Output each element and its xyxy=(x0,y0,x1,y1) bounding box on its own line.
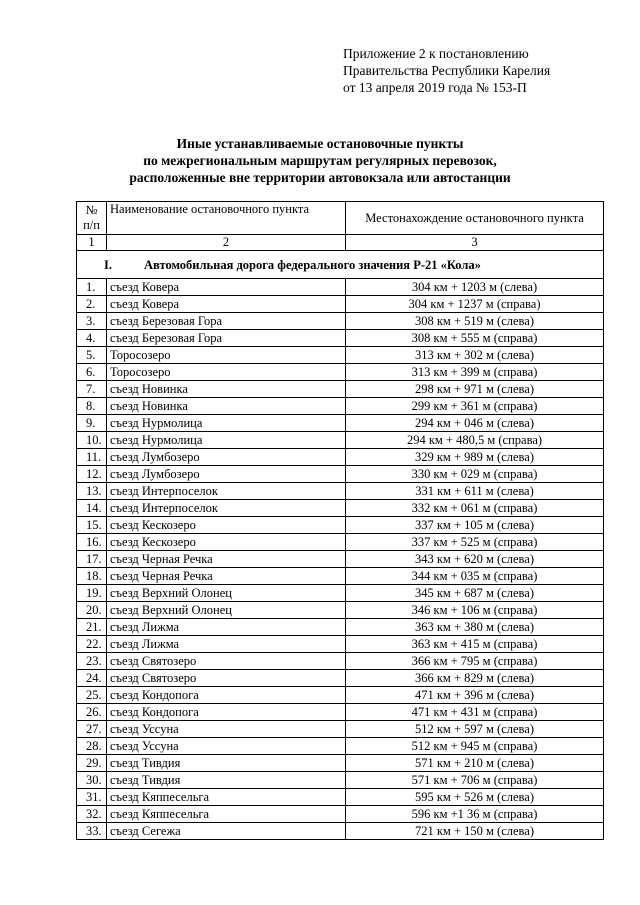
title-line: расположенные вне территории автовокзала или автостанции xyxy=(129,170,511,185)
stop-name: съезд Черная Речка xyxy=(107,551,346,568)
row-number: 16. xyxy=(77,534,107,551)
column-index: 1 xyxy=(77,235,107,251)
row-number: 9. xyxy=(77,415,107,432)
stop-location: 313 км + 399 м (справа) xyxy=(346,364,604,381)
table-row xyxy=(77,721,604,738)
table-row xyxy=(77,432,604,449)
row-number: 24. xyxy=(77,670,107,687)
header-location: Местонахождение остановочного пункта xyxy=(346,202,604,235)
table-row xyxy=(77,279,604,296)
stop-name: съезд Кяппесельга xyxy=(107,806,346,823)
stop-name: съезд Верхний Олонец xyxy=(107,602,346,619)
stop-location: 363 км + 380 м (слева) xyxy=(346,619,604,636)
appendix-line: Правительства Республики Карелия xyxy=(343,63,551,78)
table-row xyxy=(77,415,604,432)
stop-location: 308 км + 555 м (справа) xyxy=(346,330,604,347)
stop-location: 313 км + 302 м (слева) xyxy=(346,347,604,364)
table-row xyxy=(77,398,604,415)
stop-name: съезд Кяппесельга xyxy=(107,789,346,806)
table-row xyxy=(77,551,604,568)
stop-name: съезд Верхний Олонец xyxy=(107,585,346,602)
stop-location: 332 км + 061 м (справа) xyxy=(346,500,604,517)
stop-name: съезд Уссуна xyxy=(107,738,346,755)
stop-name: съезд Лижма xyxy=(107,619,346,636)
row-number: 17. xyxy=(77,551,107,568)
stop-location: 512 км + 597 м (слева) xyxy=(346,721,604,738)
stop-location: 299 км + 361 м (справа) xyxy=(346,398,604,415)
row-number: 12. xyxy=(77,466,107,483)
stop-name: съезд Кондопога xyxy=(107,687,346,704)
table-row xyxy=(77,534,604,551)
row-number: 31. xyxy=(77,789,107,806)
stop-location: 308 км + 519 м (слева) xyxy=(346,313,604,330)
stop-name: съезд Кондопога xyxy=(107,704,346,721)
table-row xyxy=(77,483,604,500)
stop-name: съезд Новинка xyxy=(107,398,346,415)
stop-name: съезд Лижма xyxy=(107,636,346,653)
row-number: 4. xyxy=(77,330,107,347)
row-number: 19. xyxy=(77,585,107,602)
row-number: 21. xyxy=(77,619,107,636)
appendix-line: от 13 апреля 2019 года № 153-П xyxy=(343,80,527,95)
stop-name: съезд Святозеро xyxy=(107,653,346,670)
section-heading xyxy=(77,251,604,279)
stop-location: 329 км + 989 м (слева) xyxy=(346,449,604,466)
stop-location: 294 км + 480,5 м (справа) xyxy=(346,432,604,449)
row-number: 22. xyxy=(77,636,107,653)
stop-name: съезд Березовая Гора xyxy=(107,330,346,347)
row-number: 26. xyxy=(77,704,107,721)
row-number: 33. xyxy=(77,823,107,840)
row-number: 25. xyxy=(77,687,107,704)
stop-name: съезд Ковера xyxy=(107,296,346,313)
stop-name: съезд Святозеро xyxy=(107,670,346,687)
section-number: I. xyxy=(104,257,112,272)
row-number: 8. xyxy=(77,398,107,415)
table-row xyxy=(77,653,604,670)
table-row xyxy=(77,347,604,364)
table-row xyxy=(77,755,604,772)
table-row xyxy=(77,619,604,636)
row-number: 23. xyxy=(77,653,107,670)
stop-name: съезд Нурмолица xyxy=(107,432,346,449)
header-number-line2: п/п xyxy=(83,218,100,232)
column-index: 3 xyxy=(346,235,604,251)
table-row xyxy=(77,585,604,602)
row-number: 6. xyxy=(77,364,107,381)
stop-location: 346 км + 106 м (справа) xyxy=(346,602,604,619)
row-number: 27. xyxy=(77,721,107,738)
stop-name: Торосозеро xyxy=(107,347,346,364)
title-line: по межрегиональным маршрутам регулярных перевозок, xyxy=(143,153,497,168)
stop-location: 331 км + 611 м (слева) xyxy=(346,483,604,500)
table-row xyxy=(77,670,604,687)
row-number: 1. xyxy=(77,279,107,296)
table-row xyxy=(77,568,604,585)
row-number: 14. xyxy=(77,500,107,517)
stop-name: Торосозеро xyxy=(107,364,346,381)
stop-location: 337 км + 105 м (слева) xyxy=(346,517,604,534)
stop-location: 366 км + 829 м (слева) xyxy=(346,670,604,687)
stop-location: 471 км + 431 м (справа) xyxy=(346,704,604,721)
stop-location: 596 км +1 36 м (справа) xyxy=(346,806,604,823)
column-index: 2 xyxy=(107,235,346,251)
stop-name: съезд Тивдия xyxy=(107,772,346,789)
row-number: 11. xyxy=(77,449,107,466)
stop-name: съезд Кескозеро xyxy=(107,534,346,551)
stop-name: съезд Черная Речка xyxy=(107,568,346,585)
stop-location: 366 км + 795 м (справа) xyxy=(346,653,604,670)
row-number: 2. xyxy=(77,296,107,313)
row-number: 18. xyxy=(77,568,107,585)
stop-location: 344 км + 035 м (справа) xyxy=(346,568,604,585)
row-number: 3. xyxy=(77,313,107,330)
stop-name: съезд Лумбозеро xyxy=(107,449,346,466)
stop-name: съезд Ковера xyxy=(107,279,346,296)
table-row xyxy=(77,704,604,721)
stop-name: съезд Нурмолица xyxy=(107,415,346,432)
section-row xyxy=(77,251,604,279)
stop-name: съезд Интерпоселок xyxy=(107,500,346,517)
table-row xyxy=(77,517,604,534)
table-row xyxy=(77,602,604,619)
row-number: 13. xyxy=(77,483,107,500)
stop-location: 294 км + 046 м (слева) xyxy=(346,415,604,432)
row-number: 20. xyxy=(77,602,107,619)
section-label: Автомобильная дорога федерального значения Р-21 «Кола» xyxy=(144,257,481,272)
row-number: 5. xyxy=(77,347,107,364)
row-number: 10. xyxy=(77,432,107,449)
header-number-line1: № xyxy=(85,203,98,217)
table-row xyxy=(77,636,604,653)
title-line: Иные устанавливаемые остановочные пункты xyxy=(176,136,464,151)
stop-location: 343 км + 620 м (слева) xyxy=(346,551,604,568)
stop-name: съезд Березовая Гора xyxy=(107,313,346,330)
table-row xyxy=(77,789,604,806)
row-number: 29. xyxy=(77,755,107,772)
stop-name: съезд Лумбозеро xyxy=(107,466,346,483)
table-header-row xyxy=(77,202,604,235)
appendix-note xyxy=(343,45,550,96)
stop-location: 330 км + 029 м (справа) xyxy=(346,466,604,483)
column-index-row xyxy=(77,235,604,251)
stop-name: съезд Сегежа xyxy=(107,823,346,840)
table-row xyxy=(77,313,604,330)
table-row xyxy=(77,364,604,381)
header-number xyxy=(77,202,107,235)
stop-location: 345 км + 687 м (слева) xyxy=(346,585,604,602)
stop-name: съезд Тивдия xyxy=(107,755,346,772)
stop-location: 298 км + 971 м (слева) xyxy=(346,381,604,398)
appendix-line: Приложение 2 к постановлению xyxy=(343,46,529,61)
stops-table xyxy=(76,201,604,840)
table-row xyxy=(77,466,604,483)
stop-location: 512 км + 945 м (справа) xyxy=(346,738,604,755)
table-row xyxy=(77,449,604,466)
stop-location: 304 км + 1237 м (справа) xyxy=(346,296,604,313)
table-row xyxy=(77,772,604,789)
row-number: 28. xyxy=(77,738,107,755)
stop-location: 595 км + 526 м (слева) xyxy=(346,789,604,806)
stop-location: 304 км + 1203 м (слева) xyxy=(346,279,604,296)
table-row xyxy=(77,738,604,755)
header-name: Наименование остановочного пункта xyxy=(107,202,346,235)
table-row xyxy=(77,296,604,313)
table-row xyxy=(77,500,604,517)
table-row xyxy=(77,330,604,347)
stop-name: съезд Кескозеро xyxy=(107,517,346,534)
row-number: 30. xyxy=(77,772,107,789)
stop-name: съезд Интерпоселок xyxy=(107,483,346,500)
stop-name: съезд Новинка xyxy=(107,381,346,398)
table-row xyxy=(77,806,604,823)
row-number: 15. xyxy=(77,517,107,534)
table-row xyxy=(77,823,604,840)
stop-name: съезд Уссуна xyxy=(107,721,346,738)
stop-location: 471 км + 396 м (слева) xyxy=(346,687,604,704)
stop-location: 571 км + 210 м (слева) xyxy=(346,755,604,772)
table-row xyxy=(77,381,604,398)
table-row xyxy=(77,687,604,704)
stop-location: 337 км + 525 м (справа) xyxy=(346,534,604,551)
stop-location: 363 км + 415 м (справа) xyxy=(346,636,604,653)
row-number: 7. xyxy=(77,381,107,398)
document-title xyxy=(0,135,640,186)
row-number: 32. xyxy=(77,806,107,823)
stop-location: 571 км + 706 м (справа) xyxy=(346,772,604,789)
stop-location: 721 км + 150 м (слева) xyxy=(346,823,604,840)
